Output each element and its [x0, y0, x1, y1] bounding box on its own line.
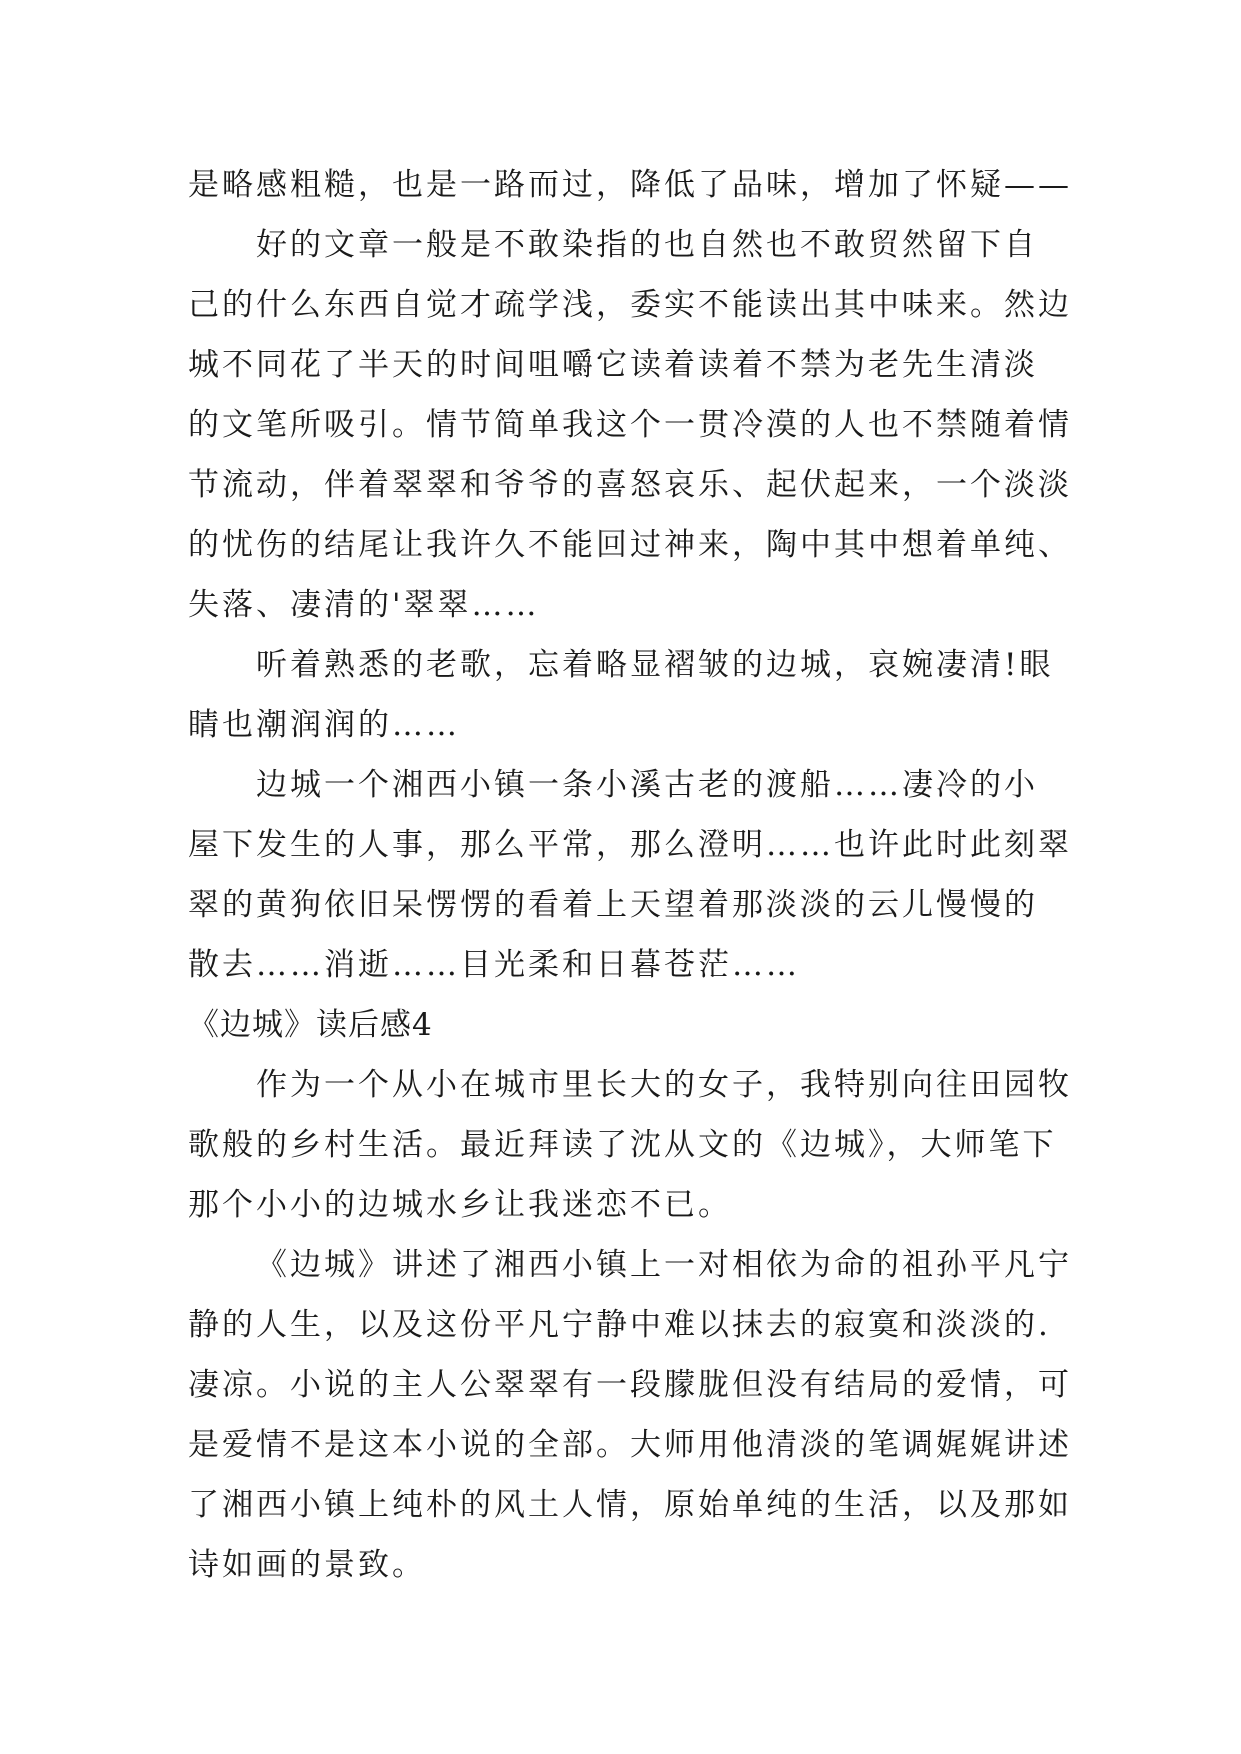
text-line: 睛也潮润润的…… — [188, 707, 460, 743]
text-line: 散去……消逝……目光柔和日暮苍茫…… — [188, 947, 800, 983]
text-line: 屋下发生的人事，那么平常，那么澄明……也许此时此刻翠 — [188, 827, 1072, 863]
text-line: 失落、凄清的'翠翠…… — [188, 587, 540, 623]
document-body — [188, 155, 1072, 1595]
text-line: 的文笔所吸引。情节简单我这个一贯冷漠的人也不禁随着情 — [188, 407, 1072, 443]
text-line: 凄凉。小说的主人公翠翠有一段朦胧但没有结局的爱情，可 — [188, 1367, 1072, 1403]
text-line: 是爱情不是这本小说的全部。大师用他清淡的笔调娓娓讲述 — [188, 1427, 1072, 1463]
paragraph-start-line: 《边城》讲述了湘西小镇上一对相依为命的祖孙平凡宁 — [256, 1247, 1072, 1283]
section-heading: 《边城》读后感4 — [188, 1007, 433, 1043]
paragraph-start-line: 作为一个从小在城市里长大的女子，我特别向往田园牧 — [256, 1067, 1072, 1103]
paragraph-start-line: 好的文章一般是不敢染指的也自然也不敢贸然留下自 — [256, 227, 1038, 263]
text-line: 那个小小的边城水乡让我迷恋不已。 — [188, 1187, 732, 1223]
text-line: 节流动，伴着翠翠和爷爷的喜怒哀乐、起伏起来，一个淡淡 — [188, 467, 1072, 503]
text-line: 诗如画的景致。 — [188, 1547, 426, 1583]
text-line: 歌般的乡村生活。最近拜读了沈从文的《边城》，大师笔下 — [188, 1127, 1057, 1163]
text-line: 了湘西小镇上纯朴的风土人情，原始单纯的生活，以及那如 — [188, 1487, 1072, 1523]
text-line: 的忧伤的结尾让我许久不能回过神来，陶中其中想着单纯、 — [188, 527, 1072, 563]
paragraph-start-line: 听着熟悉的老歌，忘着略显褶皱的边城，哀婉凄清!眼 — [256, 647, 1054, 683]
paragraph-start-line: 边城一个湘西小镇一条小溪古老的渡船……凄冷的小 — [256, 767, 1038, 803]
text-line: 翠的黄狗依旧呆愣愣的看着上天望着那淡淡的云儿慢慢的 — [188, 887, 1038, 923]
text-line: 是略感粗糙，也是一路而过，降低了品味，增加了怀疑—— — [188, 167, 1072, 203]
text-line: 城不同花了半天的时间咀嚼它读着读着不禁为老先生清淡 — [188, 347, 1038, 383]
text-line: 己的什么东西自觉才疏学浅，委实不能读出其中味来。然边 — [188, 287, 1072, 323]
text-line: 静的人生，以及这份平凡宁静中难以抹去的寂寞和淡淡的. — [188, 1307, 1051, 1343]
